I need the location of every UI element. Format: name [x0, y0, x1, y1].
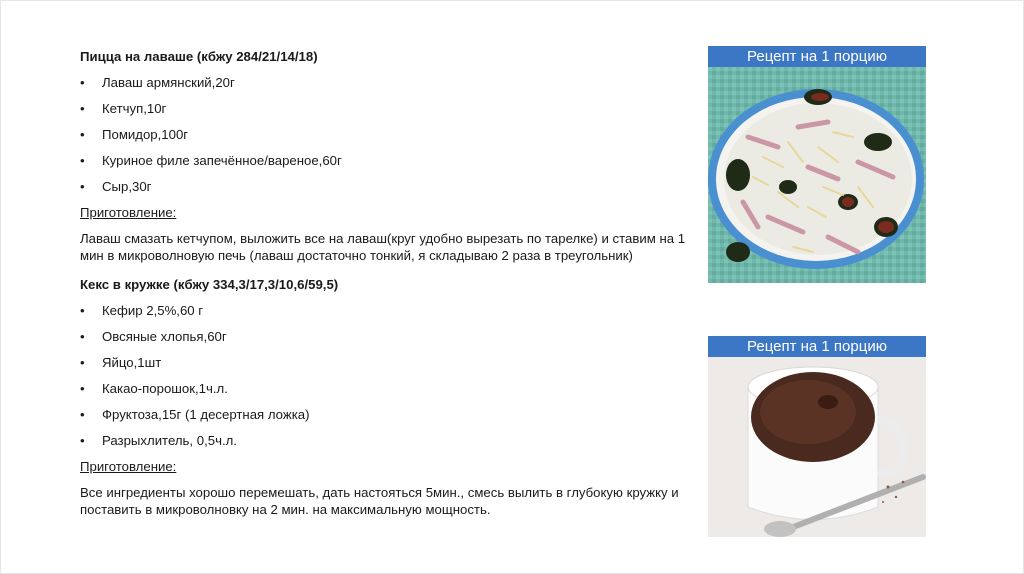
recipes-text — [80, 44, 690, 526]
prep-text-pizza: Лаваш смазать кетчупом, выложить все на лаваш(круг удобно вырезать по тарелке) и ставим на 1 мин в микроволновую печь (лаваш достаточно тонкий, я складываю 2 раза в треугольник) — [80, 231, 686, 263]
mug-cake-photo — [708, 357, 926, 537]
bullet: • — [80, 75, 85, 90]
pizza-on-lavash-photo — [708, 67, 926, 283]
bullet: • — [80, 303, 85, 318]
bullet: • — [80, 407, 85, 422]
recipe-title-mug-cake: Кекс в кружке (кбжу 334,3/17,3/10,6/59,5) — [80, 277, 339, 292]
list-item: • Фруктоза,15г (1 десертная ложка) — [80, 402, 690, 428]
prep-heading-mug-cake: Приготовление: — [80, 459, 177, 474]
list-item: • Кетчуп,10г — [80, 96, 690, 122]
list-item: • Овсяные хлопья,60г — [80, 324, 690, 350]
recipe-title-pizza: Пицца на лаваше (кбжу 284/21/14/18) — [80, 49, 318, 64]
ingredient-list-pizza — [80, 70, 690, 200]
list-item: • Лаваш армянский,20г — [80, 70, 690, 96]
serving-banner: Рецепт на 1 порцию — [708, 336, 926, 357]
pizza-photo-card — [708, 46, 926, 283]
list-item: • Помидор,100г — [80, 122, 690, 148]
bullet: • — [80, 381, 85, 396]
bullet: • — [80, 355, 85, 370]
list-item: • Какао-порошок,1ч.л. — [80, 376, 690, 402]
bullet: • — [80, 329, 85, 344]
prep-heading-pizza: Приготовление: — [80, 205, 177, 220]
serving-banner: Рецепт на 1 порцию — [708, 46, 926, 67]
list-item: • Куриное филе запечённое/вареное,60г — [80, 148, 690, 174]
list-item: • Сыр,30г — [80, 174, 690, 200]
prep-text-mug-cake: Все ингредиенты хорошо перемешать, дать настояться 5мин., смесь вылить в глубокую кружку и поставить в микроволновку на 2 мин. на максимальную мощность. — [80, 485, 679, 517]
bullet: • — [80, 101, 85, 116]
bullet: • — [80, 153, 85, 168]
ingredient-list-mug-cake — [80, 298, 690, 454]
bullet: • — [80, 127, 85, 142]
list-item: • Разрыхлитель, 0,5ч.л. — [80, 428, 690, 454]
bullet: • — [80, 433, 85, 448]
list-item: • Яйцо,1шт — [80, 350, 690, 376]
mug-cake-photo-card — [708, 336, 926, 537]
bullet: • — [80, 179, 85, 194]
list-item: • Кефир 2,5%,60 г — [80, 298, 690, 324]
